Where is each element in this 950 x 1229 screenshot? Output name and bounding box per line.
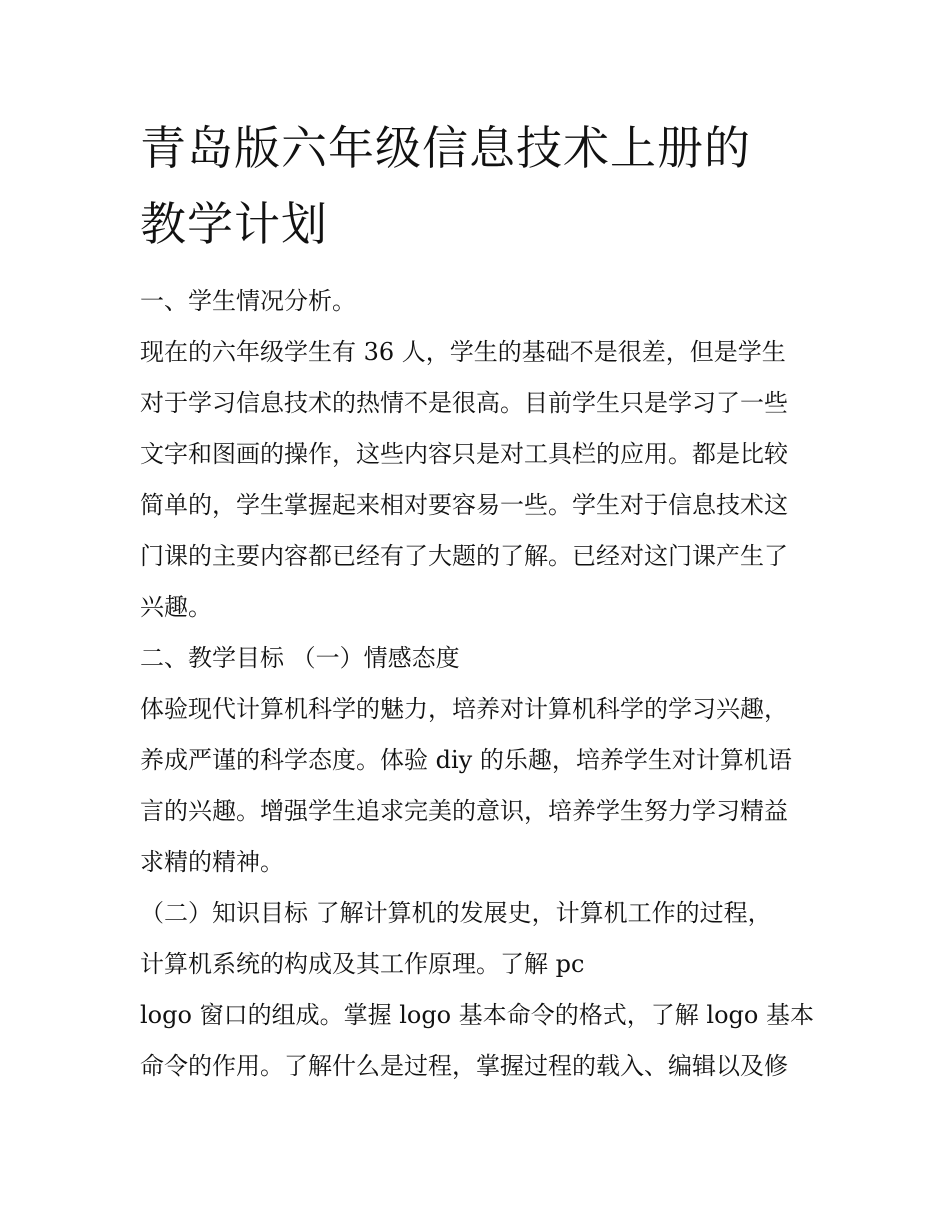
paragraph-line: 言的兴趣。增强学生追求完美的意识，培养学生努力学习精益	[140, 797, 788, 825]
paragraph-line: 命令的作用。了解什么是过程，掌握过程的载入、编辑以及修	[140, 1052, 788, 1080]
paragraph-line: 对于学习信息技术的热情不是很高。目前学生只是学习了一些	[140, 389, 788, 417]
paragraph-line: 养成严谨的科学态度。体验 diy 的乐趣，培养学生对计算机语	[140, 746, 792, 774]
title-line-2: 教学计划	[140, 197, 328, 251]
paragraph-line: logo 窗口的组成。掌握 logo 基本命令的格式，了解 logo 基本	[140, 1001, 814, 1029]
paragraph-line: 体验现代计算机科学的魅力，培养对计算机科学的学习兴趣，	[140, 695, 788, 723]
paragraph-line: 计算机系统的构成及其工作原理。了解 pc	[140, 950, 585, 978]
title-line-1: 青岛版六年级信息技术上册的	[140, 121, 751, 175]
document-title	[140, 110, 840, 262]
section-heading-knowledge-goals: （二）知识目标 了解计算机的发展史，计算机工作的过程，	[140, 899, 772, 927]
section-heading-student-analysis: 一、学生情况分析。	[140, 287, 356, 315]
paragraph-line: 兴趣。	[140, 593, 212, 621]
paragraph-line: 门课的主要内容都已经有了大题的了解。已经对这门课产生了	[140, 542, 788, 570]
paragraph-line: 文字和图画的操作，这些内容只是对工具栏的应用。都是比较	[140, 440, 788, 468]
document-body	[140, 276, 840, 1092]
paragraph-line: 简单的，学生掌握起来相对要容易一些。学生对于信息技术这	[140, 491, 788, 519]
paragraph-line: 现在的六年级学生有 36 人，学生的基础不是很差，但是学生	[140, 338, 786, 366]
section-heading-teaching-goals: 二、教学目标 （一）情感态度	[140, 644, 460, 672]
paragraph-line: 求精的精神。	[140, 848, 284, 876]
